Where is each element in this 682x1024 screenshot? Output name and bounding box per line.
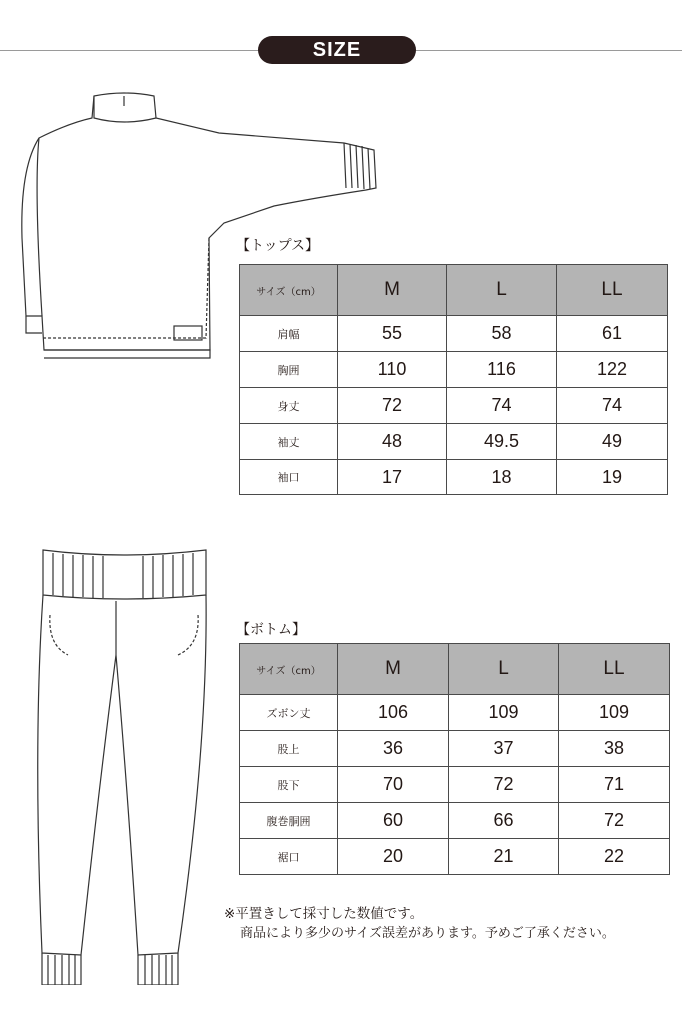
table-row [240, 803, 670, 839]
cell: 110 [338, 352, 447, 388]
cell: 18 [447, 460, 557, 495]
note-line-1: ※平置きして採寸した数値です。 [224, 906, 424, 922]
table-row [240, 424, 668, 460]
row-label: 袖口 [240, 460, 338, 495]
cell: 122 [557, 352, 668, 388]
cell: 19 [557, 460, 668, 495]
header-size-cm: サイズ（cm） [240, 644, 338, 695]
cell: 37 [449, 731, 559, 767]
tops-section-title: 【トップス】 [236, 238, 320, 254]
row-label: 腹巻胴囲 [240, 803, 338, 839]
note-line-2: 商品により多少のサイズ誤差があります。予めご了承ください。 [240, 926, 615, 941]
cell: 36 [338, 731, 449, 767]
row-label: 身丈 [240, 388, 338, 424]
row-label: 裾口 [240, 839, 338, 875]
row-label: 袖丈 [240, 424, 338, 460]
header-l: L [449, 644, 559, 695]
cell: 48 [338, 424, 447, 460]
cell: 58 [447, 316, 557, 352]
cell: 61 [557, 316, 668, 352]
cell: 109 [559, 695, 670, 731]
cell: 71 [559, 767, 670, 803]
cell: 70 [338, 767, 449, 803]
cell: 49.5 [447, 424, 557, 460]
cell: 20 [338, 839, 449, 875]
row-label: 胸囲 [240, 352, 338, 388]
cell: 21 [449, 839, 559, 875]
table-row [240, 316, 668, 352]
bottoms-section-title: 【ボトム】 [236, 622, 306, 638]
header-l: L [447, 265, 557, 316]
table-row [240, 460, 668, 495]
row-label: ズボン丈 [240, 695, 338, 731]
cell: 109 [449, 695, 559, 731]
row-label: 股上 [240, 731, 338, 767]
table-header-row [240, 644, 670, 695]
cell: 74 [447, 388, 557, 424]
table-row [240, 352, 668, 388]
table-header-row [240, 265, 668, 316]
table-row [240, 695, 670, 731]
bottom-illustration [28, 545, 218, 985]
bottoms-size-table [239, 643, 670, 875]
cell: 72 [559, 803, 670, 839]
cell: 22 [559, 839, 670, 875]
cell: 55 [338, 316, 447, 352]
table-row [240, 839, 670, 875]
header-ll: LL [557, 265, 668, 316]
cell: 49 [557, 424, 668, 460]
tops-size-table [239, 264, 668, 495]
cell: 66 [449, 803, 559, 839]
table-row [240, 767, 670, 803]
header-m: M [338, 644, 449, 695]
row-label: 股下 [240, 767, 338, 803]
cell: 106 [338, 695, 449, 731]
table-row [240, 731, 670, 767]
cell: 17 [338, 460, 447, 495]
cell: 72 [338, 388, 447, 424]
row-label: 肩幅 [240, 316, 338, 352]
header-m: M [338, 265, 447, 316]
header-size-cm: サイズ（cm） [240, 265, 338, 316]
cell: 38 [559, 731, 670, 767]
table-row [240, 388, 668, 424]
cell: 72 [449, 767, 559, 803]
cell: 60 [338, 803, 449, 839]
section-title-size: SIZE [258, 36, 416, 64]
header-ll: LL [559, 644, 670, 695]
cell: 74 [557, 388, 668, 424]
cell: 116 [447, 352, 557, 388]
